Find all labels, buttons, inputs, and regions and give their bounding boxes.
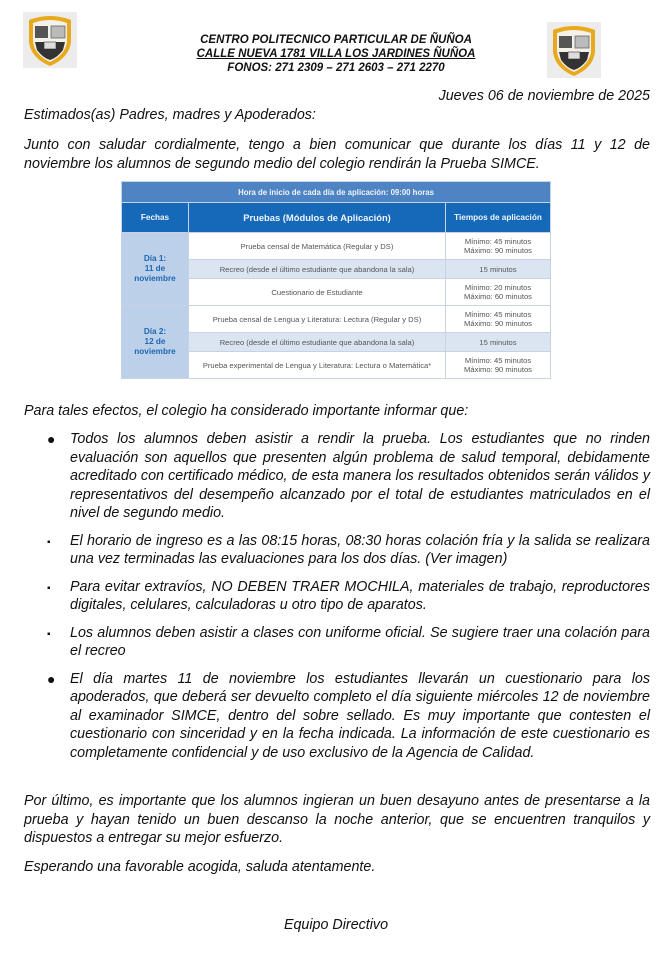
- table-title: Hora de inicio de cada día de aplicación: 09:00 horas: [122, 182, 551, 203]
- tiempo-max: Máximo: 90 minutos: [464, 319, 532, 328]
- tiempo-min: Mínimo: 20 minutos: [464, 283, 532, 292]
- prueba-cell: Prueba censal de Matemática (Regular y DS): [189, 233, 446, 260]
- day-label: Día 1:: [143, 254, 167, 263]
- school-name: CENTRO POLITECNICO PARTICULAR DE ÑUÑOA: [200, 34, 472, 46]
- signature: Equipo Directivo: [283, 917, 389, 933]
- day-cell: [122, 306, 189, 379]
- day-label: 12 de: [144, 337, 166, 346]
- tiempo-max: Máximo: 90 minutos: [464, 365, 532, 374]
- tiempo-min: Mínimo: 45 minutos: [464, 310, 532, 319]
- tiempo-cell: [446, 233, 551, 260]
- bullet-text: Todos los alumnos deben asistir a rendir la prueba. Los estudiantes que no rinden evaluación son aquellos que presenten algún problema de salud temporal, debidamente acreditado con certificado médico, de esta manera los resultados obtenidos serán válidos y representativos del desempeño alcanzado por el total de estudiantes matriculados en el nivel de segundo medio.: [70, 431, 650, 521]
- bullet-icon: ▪: [47, 582, 51, 594]
- bullet-text: Los alumnos deben asistir a clases con uniforme oficial. Se sugiere traer una colación para el recreo: [70, 624, 650, 659]
- day-label: 11 de: [144, 264, 166, 273]
- list-item: [24, 670, 650, 763]
- day-cell: [122, 233, 189, 306]
- day-label: Día 2:: [143, 327, 167, 336]
- table-row: [122, 306, 551, 333]
- bullet-list: [24, 430, 650, 771]
- bullet-icon: ▪: [47, 536, 51, 548]
- schedule-table-image: [121, 181, 551, 379]
- farewell-line: Esperando una favorable acogida, saluda atentamente.: [24, 859, 376, 875]
- list-item: [24, 532, 650, 569]
- column-header-fechas: Fechas: [122, 203, 189, 233]
- bullet-text: El horario de ingreso es a las 08:15 horas, 08:30 horas colación fría y la salida se realizara una vez terminadas las evaluaciones para los dos días. (Ver imagen): [70, 532, 650, 567]
- tiempo-cell: 15 minutos: [446, 260, 551, 279]
- tiempo-max: Máximo: 90 minutos: [464, 246, 532, 255]
- letterhead: [0, 33, 672, 75]
- bullet-text: Para evitar extravíos, NO DEBEN TRAER MOCHILA, materiales de trabajo, reproductores digitales, celulares, calculadoras u otro tipo de aparatos.: [70, 578, 650, 613]
- tiempo-min: Mínimo: 45 minutos: [464, 356, 532, 365]
- tiempo-max: Máximo: 60 minutos: [464, 292, 532, 301]
- greeting: Estimados(as) Padres, madres y Apoderados:: [24, 107, 316, 123]
- prueba-cell: Prueba experimental de Lengua y Literatura: Lectura o Matemática*: [189, 352, 446, 379]
- bullet-icon: ●: [47, 431, 56, 447]
- list-item: [24, 624, 650, 661]
- tiempo-min: Mínimo: 45 minutos: [464, 237, 532, 246]
- table-row: [122, 233, 551, 260]
- lead-in-paragraph: Para tales efectos, el colegio ha considerado importante informar que:: [24, 403, 469, 419]
- prueba-cell: Prueba censal de Lengua y Literatura: Lectura (Regular y DS): [189, 306, 446, 333]
- tiempo-cell: [446, 279, 551, 306]
- intro-paragraph: Junto con saludar cordialmente, tengo a bien comunicar que durante los días 11 y 12 de noviembre los alumnos de segundo medio del colegio rendirán la Prueba SIMCE.: [24, 137, 650, 172]
- school-address: CALLE NUEVA 1781 VILLA LOS JARDINES ÑUÑOA: [196, 48, 476, 60]
- column-header-pruebas: Pruebas (Módulos de Aplicación): [189, 203, 446, 233]
- day-label: noviembre: [134, 347, 176, 356]
- prueba-cell: Recreo (desde el último estudiante que abandona la sala): [189, 260, 446, 279]
- closing-paragraph: Por último, es importante que los alumnos ingieran un buen desayuno antes de presentarse a la prueba y hayan tenido un buen descanso la noche anterior, que se encuentren tranquilos y dispuestos a entregar su mejor esfuerzo.: [24, 793, 650, 846]
- tiempo-cell: [446, 352, 551, 379]
- list-item: [24, 578, 650, 615]
- letter-date: Jueves 06 de noviembre de 2025: [438, 88, 650, 104]
- tiempo-cell: 15 minutos: [446, 333, 551, 352]
- prueba-cell: Recreo (desde el último estudiante que abandona la sala): [189, 333, 446, 352]
- bullet-icon: ▪: [47, 628, 51, 640]
- column-header-tiempos: Tiempos de aplicación: [446, 203, 551, 233]
- list-item: [24, 430, 650, 523]
- tiempo-cell: [446, 306, 551, 333]
- bullet-text: El día martes 11 de noviembre los estudiantes llevarán un cuestionario para los apoderados, que deberá ser devuelto completo el día siguiente miércoles 12 de noviembre al examinador SIMCE, dentro del sobre sellado. Es muy importante que contesten el cuestionario con sinceridad y en la fecha indicada. La información de este cuestionario es completamente confidencial y de uso exclusivo de la Agencia de Calidad.: [70, 670, 650, 761]
- schedule-table: [121, 181, 551, 379]
- bullet-icon: ●: [47, 670, 56, 687]
- school-phones: FONOS: 271 2309 – 271 2603 – 271 2270: [227, 62, 445, 74]
- prueba-cell: Cuestionario de Estudiante: [189, 279, 446, 306]
- day-label: noviembre: [134, 274, 176, 283]
